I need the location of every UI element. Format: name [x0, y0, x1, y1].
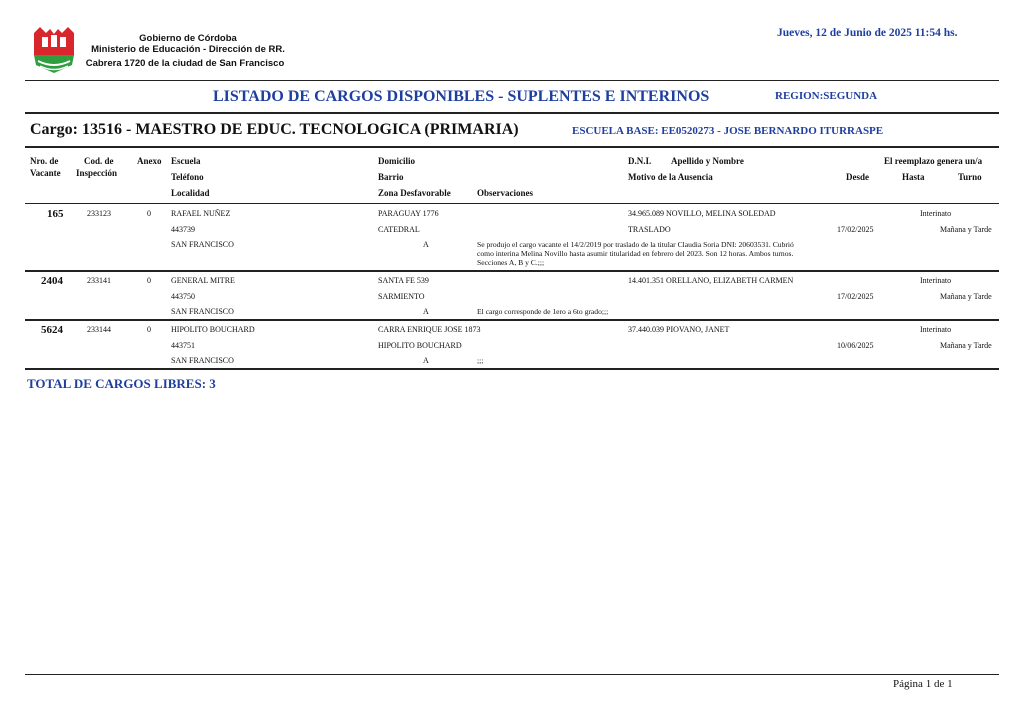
col-cod-line1: Cod. de	[84, 156, 114, 166]
total-cargos: TOTAL DE CARGOS LIBRES: 3	[27, 376, 216, 391]
header-row-divider	[25, 203, 999, 204]
col-zona: Zona Desfavorable	[378, 188, 451, 198]
zona-desfavorable: A	[423, 307, 429, 316]
cargo-label: Cargo: 13516 - MAESTRO DE EDUC. TECNOLOGICA (PRIMARIA)	[30, 121, 519, 138]
domicilio: PARAGUAY 1776	[378, 209, 439, 218]
col-barrio: Barrio	[378, 172, 404, 182]
cordoba-government-logo	[28, 25, 80, 77]
col-reemplazo: El reemplazo genera un/a	[884, 156, 983, 166]
escuela-base-label: ESCUELA BASE: EE0520273 - JOSE BERNARDO ITURRASPE	[572, 125, 884, 137]
col-anexo: Anexo	[137, 156, 162, 166]
escuela: GENERAL MITRE	[171, 276, 235, 285]
telefono: 443739	[171, 225, 195, 234]
turno: Mañana y Tarde	[940, 292, 992, 301]
cod-inspeccion: 233144	[87, 325, 111, 334]
dni-nombre: 34.965.089 NOVILLO, MELINA SOLEDAD	[628, 209, 776, 218]
escuela: RAFAEL NUÑEZ	[171, 209, 231, 218]
col-dni: D.N.I.	[628, 156, 652, 166]
col-apellido: Apellido y Nombre	[671, 156, 744, 166]
col-motivo: Motivo de la Ausencia	[628, 172, 713, 182]
col-observaciones: Observaciones	[477, 188, 533, 198]
col-turno: Turno	[958, 172, 982, 182]
telefono: 443751	[171, 341, 195, 350]
vacante-number: 165	[47, 208, 64, 220]
row-divider	[25, 319, 999, 321]
localidad: SAN FRANCISCO	[171, 356, 234, 365]
desde: 17/02/2025	[837, 292, 874, 301]
vacante-number: 2404	[41, 275, 63, 287]
col-cod-line2: Inspección	[76, 168, 118, 178]
domicilio: SANTA FE 539	[378, 276, 429, 285]
title-divider	[25, 112, 999, 114]
genera: Interinato	[920, 209, 952, 218]
cargo-divider	[25, 146, 999, 148]
col-nro-line2: Vacante	[30, 168, 61, 178]
col-domicilio: Domicilio	[378, 156, 415, 166]
telefono: 443750	[171, 292, 195, 301]
cod-inspeccion: 233123	[87, 209, 111, 218]
dni-nombre: 14.401.351 ORELLANO, ELIZABETH CARMEN	[628, 276, 794, 285]
turno: Mañana y Tarde	[940, 341, 992, 350]
anexo: 0	[147, 276, 151, 285]
table-bottom-divider	[25, 368, 999, 370]
cod-inspeccion: 233141	[87, 276, 111, 285]
genera: Interinato	[920, 276, 952, 285]
desde: 10/06/2025	[837, 341, 874, 350]
org-line-2: Ministerio de Educación - Dirección de RR.	[91, 44, 285, 55]
barrio: HIPOLITO BOUCHARD	[378, 341, 462, 350]
anexo: 0	[147, 209, 151, 218]
escuela: HIPOLITO BOUCHARD	[171, 325, 255, 334]
motivo-ausencia: TRASLADO	[628, 225, 671, 234]
col-telefono: Teléfono	[171, 172, 204, 182]
col-hasta: Hasta	[902, 172, 925, 182]
observaciones: ;;;	[477, 356, 484, 365]
row-divider	[25, 270, 999, 272]
localidad: SAN FRANCISCO	[171, 307, 234, 316]
org-line-3: Cabrera 1720 de la ciudad de San Francisco	[85, 58, 285, 69]
org-line-1: Gobierno de Córdoba	[139, 33, 237, 44]
col-desde: Desde	[846, 172, 869, 182]
col-escuela: Escuela	[171, 156, 201, 166]
col-localidad: Localidad	[171, 188, 210, 198]
barrio: CATEDRAL	[378, 225, 420, 234]
zona-desfavorable: A	[423, 240, 429, 249]
col-nro-line1: Nro. de	[30, 156, 59, 166]
observaciones: Se produjo el cargo vacante el 14/2/2019 por traslado de la titular Claudia Soria DNI: 20603531. Cubrió como interina Melina Novillo hasta asumir titularidad en febrero del 2023. Son 12 horas. Ambos turnos. Secciones A, B y C.;;;	[477, 240, 794, 267]
region-label: REGION:SEGUNDA	[775, 90, 878, 102]
turno: Mañana y Tarde	[940, 225, 992, 234]
localidad: SAN FRANCISCO	[171, 240, 234, 249]
desde: 17/02/2025	[837, 225, 874, 234]
report-title: LISTADO DE CARGOS DISPONIBLES - SUPLENTES E INTERINOS	[213, 88, 710, 105]
domicilio: CARRA ENRIQUE JOSE 1873	[378, 325, 481, 334]
footer-divider	[25, 674, 999, 675]
report-datetime: Jueves, 12 de Junio de 2025 11:54 hs.	[777, 27, 958, 39]
anexo: 0	[147, 325, 151, 334]
dni-nombre: 37.440.039 PIOVANO, JANET	[628, 325, 730, 334]
genera: Interinato	[920, 325, 952, 334]
vacante-number: 5624	[41, 324, 63, 336]
observaciones: El cargo corresponde de 1ero a 6to grado;;;	[477, 307, 609, 316]
header-divider	[25, 80, 999, 81]
page-number: Página 1 de 1	[893, 678, 953, 690]
barrio: SARMIENTO	[378, 292, 425, 301]
zona-desfavorable: A	[423, 356, 429, 365]
